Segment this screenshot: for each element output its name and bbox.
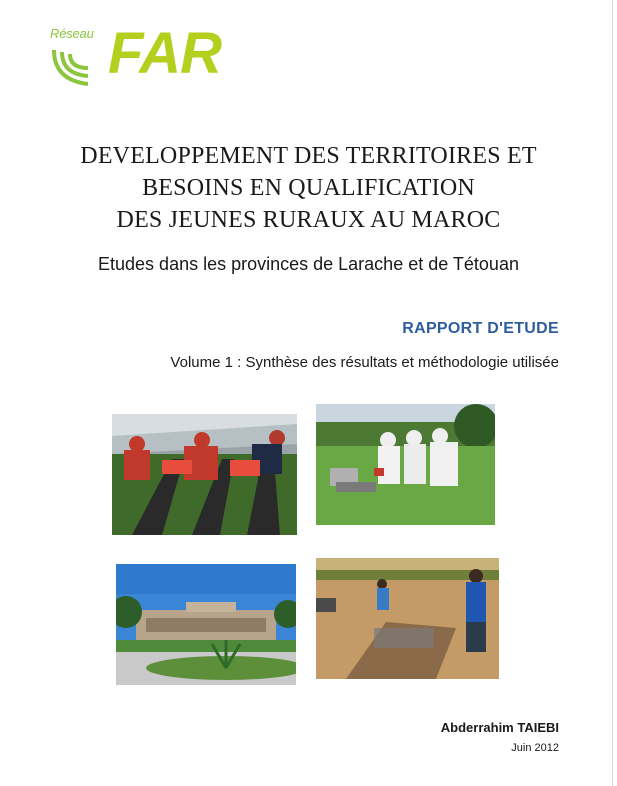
publication-date: Juin 2012 — [511, 742, 559, 754]
report-type-heading: RAPPORT D'ETUDE — [402, 320, 559, 337]
reseau-far-logo — [48, 22, 224, 92]
logo-big-text: FAR — [108, 21, 221, 86]
photo-strawberry-harvest — [112, 414, 297, 535]
title-line-2: BESOINS EN QUALIFICATION — [142, 175, 475, 201]
volume-label: Volume 1 : Synthèse des résultats et méthodologie utilisée — [170, 354, 559, 371]
author-name: Abderrahim TAIEBI — [440, 720, 559, 735]
title-line-3: DES JEUNES RURAUX AU MAROC — [116, 207, 501, 233]
photo-beekeepers — [316, 404, 495, 525]
signal-waves-icon — [48, 40, 108, 90]
subtitle: Etudes dans les provinces de Larache et de Tétouan — [98, 254, 519, 274]
page-edge — [612, 0, 613, 786]
photo-field-workers — [316, 558, 499, 679]
title-line-1: DEVELOPPEMENT DES TERRITOIRES ET — [80, 143, 537, 169]
photo-institution-building — [116, 564, 296, 685]
page-title — [0, 140, 617, 236]
logo-small-text: Réseau — [50, 26, 94, 41]
